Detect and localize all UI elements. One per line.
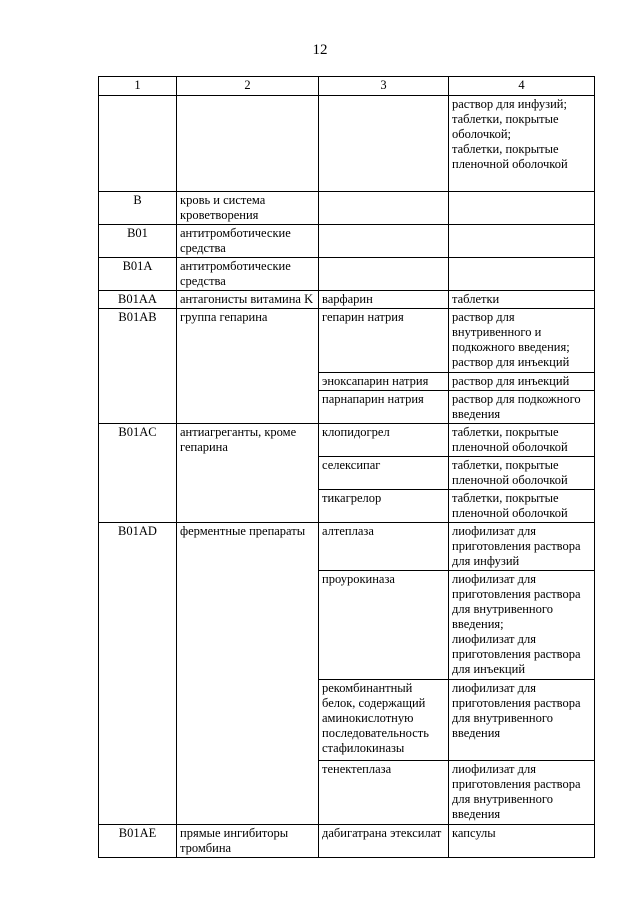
dosage-form-cell: таблетки, покрытые пленочной оболочкой <box>449 424 595 457</box>
drug-name-cell <box>319 258 449 291</box>
table-row <box>99 96 595 192</box>
dosage-form-cell: лиофилизат для приготовления раствора для внутривенного введения; лиофилизат для приготовления раствора для инъекций <box>449 571 595 680</box>
atc-code-cell: B01A <box>99 258 177 291</box>
dosage-form-cell: раствор для инъекций <box>449 373 595 391</box>
dosage-form-cell: лиофилизат для приготовления раствора для инфузий <box>449 523 595 571</box>
table-row <box>99 523 595 571</box>
drug-table <box>98 76 595 858</box>
group-name-cell: группа гепарина <box>177 309 319 424</box>
dosage-form-cell: таблетки, покрытые пленочной оболочкой <box>449 490 595 523</box>
header-col-4: 4 <box>449 77 595 96</box>
atc-code-cell: B01AD <box>99 523 177 825</box>
dosage-form-cell <box>449 192 595 225</box>
dosage-form-cell: таблетки <box>449 291 595 309</box>
drug-name-cell: варфарин <box>319 291 449 309</box>
drug-name-cell: тикагрелор <box>319 490 449 523</box>
dosage-form-cell: раствор для подкожного введения <box>449 391 595 424</box>
group-name-cell: прямые ингибиторы тромбина <box>177 825 319 858</box>
drug-name-cell <box>319 192 449 225</box>
group-name-cell: антиагреганты, кроме гепарина <box>177 424 319 523</box>
table-header-row <box>99 77 595 96</box>
group-name-cell: антитромботические средства <box>177 225 319 258</box>
table-row <box>99 424 595 457</box>
dosage-form-cell: раствор для инфузий; таблетки, покрытые оболочкой; таблетки, покрытые пленочной оболочкой <box>449 96 595 192</box>
group-name-cell: антитромботические средства <box>177 258 319 291</box>
drug-name-cell: рекомбинантный белок, содержащий аминокислотную последовательность стафилокиназы <box>319 680 449 761</box>
header-col-1: 1 <box>99 77 177 96</box>
group-name-cell <box>177 96 319 192</box>
drug-name-cell: проурокиназа <box>319 571 449 680</box>
atc-code-cell: B01AB <box>99 309 177 424</box>
drug-name-cell: эноксапарин натрия <box>319 373 449 391</box>
group-name-cell: кровь и система кроветворения <box>177 192 319 225</box>
drug-name-cell: тенектеплаза <box>319 761 449 825</box>
dosage-form-cell: раствор для внутривенного и подкожного введения; раствор для инъекций <box>449 309 595 373</box>
drug-name-cell: алтеплаза <box>319 523 449 571</box>
table-row <box>99 192 595 225</box>
page-number: 12 <box>312 42 328 58</box>
atc-code-cell: B <box>99 192 177 225</box>
header-col-3: 3 <box>319 77 449 96</box>
atc-code-cell <box>99 96 177 192</box>
dosage-form-cell <box>449 225 595 258</box>
drug-name-cell: селексипаг <box>319 457 449 490</box>
table-row <box>99 225 595 258</box>
group-name-cell: антагонисты витамина K <box>177 291 319 309</box>
dosage-form-cell <box>449 258 595 291</box>
drug-name-cell: дабигатрана этексилат <box>319 825 449 858</box>
atc-code-cell: B01AA <box>99 291 177 309</box>
dosage-form-cell: лиофилизат для приготовления раствора для внутривенного введения <box>449 680 595 761</box>
drug-name-cell <box>319 96 449 192</box>
table-row <box>99 258 595 291</box>
dosage-form-cell: лиофилизат для приготовления раствора для внутривенного введения <box>449 761 595 825</box>
drug-name-cell: парнапарин натрия <box>319 391 449 424</box>
dosage-form-cell: таблетки, покрытые пленочной оболочкой <box>449 457 595 490</box>
drug-name-cell: гепарин натрия <box>319 309 449 373</box>
dosage-form-cell: капсулы <box>449 825 595 858</box>
table-row <box>99 291 595 309</box>
header-col-2: 2 <box>177 77 319 96</box>
atc-code-cell: B01AC <box>99 424 177 523</box>
atc-code-cell: B01AE <box>99 825 177 858</box>
drug-name-cell <box>319 225 449 258</box>
table-row <box>99 825 595 858</box>
drug-name-cell: клопидогрел <box>319 424 449 457</box>
table-row <box>99 309 595 373</box>
group-name-cell: ферментные препараты <box>177 523 319 825</box>
atc-code-cell: B01 <box>99 225 177 258</box>
